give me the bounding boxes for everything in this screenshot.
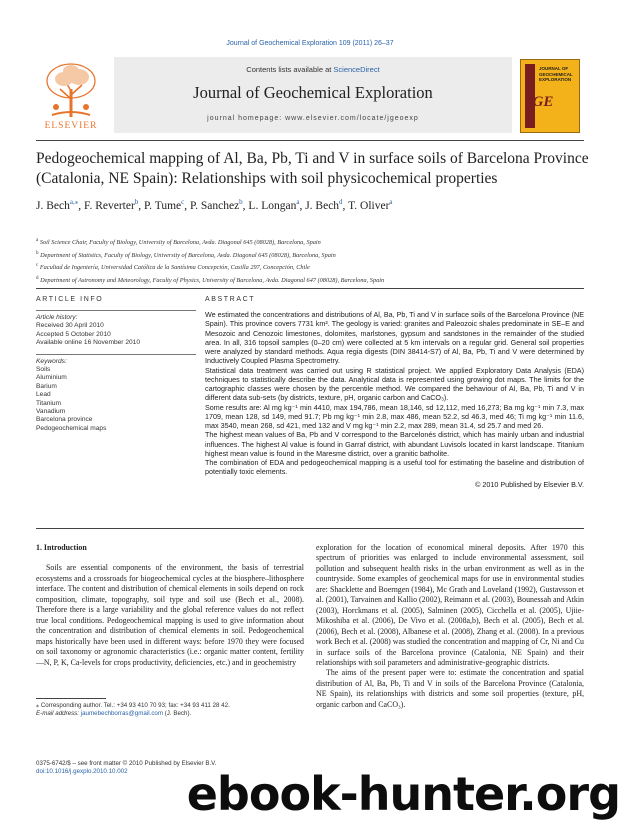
keyword: Titanium bbox=[36, 399, 62, 407]
body-paragraph: The aims of the present paper were to: estimate the concentration and spatial distribution of Al, Ba, Pb, Ti and V in soils of the Barcelona Province (Catalonia, NE Spain), its relationships with districts and some soil properties (texture, pH, organic carbon and CaCO₃). bbox=[316, 668, 584, 709]
article-info-heading: ARTICLE INFO bbox=[36, 296, 104, 303]
affil-text: Department of Statistics, Faculty of Biology, University of Barcelona, Avda. Diagonal 645 (08028), Barcelona, Spain bbox=[40, 251, 336, 259]
author-name: F. Reverter bbox=[83, 199, 135, 212]
article-info bbox=[36, 310, 196, 439]
affil-mark: a bbox=[36, 238, 39, 243]
keyword: Lead bbox=[36, 391, 51, 399]
elsevier-tree-icon bbox=[40, 59, 102, 121]
right-column bbox=[316, 543, 584, 710]
author-name: T. Oliver bbox=[348, 199, 390, 212]
author-affil-mark[interactable]: a,⁎ bbox=[69, 198, 79, 206]
keyword: Pedogeochemical maps bbox=[36, 424, 107, 432]
journal-cover-thumbnail bbox=[520, 59, 580, 133]
abstract-body bbox=[205, 310, 584, 489]
contents-prefix: Contents lists available at bbox=[246, 65, 332, 74]
footnote-email-line bbox=[36, 710, 304, 718]
affiliations bbox=[36, 236, 596, 286]
email-link[interactable]: jaumebechborras@gmail.com bbox=[80, 710, 164, 717]
author-affil-mark[interactable]: d bbox=[339, 198, 343, 206]
footnote-contact: ⁎ Corresponding author. Tel.: +34 93 410 70 93; fax: +34 93 411 28 42. bbox=[36, 702, 230, 709]
abstract-paragraph: Statistical data treatment was carried out using R statistical project. We applied Exploratory Data Analysis (EDA) techniques to statistically describe the data. Analytical data is represented using growing dot maps. The limits for the cartographic classes were chosen by the percentile method. We compared the behaviour of Al, Ba, Pb, Ti and V in different data sub-sets (by districts, texture, pH, organic carbon and CaCO₃). bbox=[205, 365, 584, 403]
affiliation bbox=[36, 236, 596, 249]
affil-mark: d bbox=[36, 275, 39, 281]
watermark: ebook-hunter.org bbox=[186, 767, 620, 821]
affil-mark: b bbox=[36, 250, 39, 256]
author-name: J. Bech bbox=[305, 199, 340, 212]
author-name: J. Bech bbox=[36, 199, 70, 212]
journal-banner bbox=[114, 57, 512, 133]
body-paragraph: exploration for the location of economical mineral deposits. After 1970 this spectrum of priorities was enlarged to include environmental assessment, soil pollution and subsequent health risks in the urban environment as well as in the countryside. Some examples of geochemical maps for use in environmental studies are: Shacklette and Boerngen (1984), Mc Grath and Loveland (1992), Gustavsson et al. (2001), Tarvainen and Kallio (2002), Reimann et al. (2003), Bounessah and Atkin (2003), Horckmans et al. (2005), Salminen (2005), Cicchella et al. (2005), Ujiie-Mikoshiba et al. (2006), De Vivo et al. (2008a,b), Bech et al. (2005), Bech et al. (2006), Bech et al. (2008), Albanese et al. (2008), Zhang et al. (2008). In a previous work Bech et al. (2008) was studied the concentration and mapping of Cr, Ni and Cu in surface soils of the Barcelona province (Catalonia, NE Spain) and their relationships with soil parameters and administrative-geographic districts. bbox=[316, 543, 584, 667]
keywords-label: Keywords: bbox=[36, 357, 67, 365]
journal-homepage[interactable]: journal homepage: www.elsevier.com/locate/jgeoexp bbox=[207, 115, 419, 122]
corresponding-author-footnote bbox=[36, 702, 304, 718]
sciencedirect-link[interactable]: ScienceDirect bbox=[333, 65, 380, 74]
author-affil-mark[interactable]: b bbox=[239, 198, 243, 206]
affil-mark: c bbox=[36, 263, 39, 268]
cover-title: JOURNAL OF GEOCHEMICAL EXPLORATION bbox=[539, 66, 573, 82]
article-history bbox=[36, 310, 196, 348]
keyword: Barcelona province bbox=[36, 416, 93, 424]
footnote-divider bbox=[36, 698, 106, 699]
affil-text: Department of Astronomy and Meteorology, Faculty of Physics, University of Barcelona, Avda. Diagonal 647 (08028), Barcelona, Spain bbox=[40, 276, 385, 284]
abstract-heading: ABSTRACT bbox=[205, 296, 256, 303]
abstract-paragraph: The combination of EDA and pedogeochemical mapping is a useful tool for estimating the baseline and distribution of potentially toxic elements. bbox=[205, 458, 584, 477]
author[interactable] bbox=[190, 200, 243, 212]
author-affil-mark[interactable]: a bbox=[296, 198, 300, 206]
keyword: Aluminium bbox=[36, 374, 67, 382]
cover-initials: JGE bbox=[525, 94, 554, 110]
article-title: Pedogeochemical mapping of Al, Ba, Pb, Ti and V in surface soils of Barcelona Province (Catalonia, NE Spain): Relationships with soil physicochemical properties bbox=[36, 150, 589, 187]
author-list: J. Bech$^{a,⁎}$, F. Reverter$^b$, P. Tume$^c$, P. Sanchez$^b$, L. Longan$^a$, J. Bech$^d$, T. Oliver$^a$ bbox=[36, 198, 393, 212]
author-name: L. Longan bbox=[248, 199, 297, 212]
author-affil-mark[interactable]: c bbox=[181, 198, 185, 206]
author[interactable] bbox=[248, 200, 299, 212]
email-suffix: (J. Bech). bbox=[164, 710, 192, 717]
abstract-paragraph: The highest mean values of Ba, Pb and V correspond to the Barcelonés district, which has mainly urban and industrial influences. The highest Al value is found in Garraf district, with abundant Luvisols located in karst landscape. Titanium highest mean value is found in the Maresme district, over a granitic batholite. bbox=[205, 430, 584, 458]
author-name: P. Sanchez bbox=[189, 199, 240, 212]
journal-title: Journal of Geochemical Exploration bbox=[193, 83, 433, 102]
author[interactable] bbox=[348, 200, 392, 212]
doi-link[interactable]: doi:10.1016/j.gexplo.2010.10.002 bbox=[36, 768, 128, 775]
abstract-paragraph: Some results are: Al mg kg⁻¹ min 4410, max 194,786, mean 18,146, sd 12,112, med 16,273; Ba mg kg⁻¹ min 7.3, max 1709, mean 128, sd 149, med 91.7; Pb mg kg⁻¹ min 2.8, max 486, mean 52.2, sd 46.3, med 46; Ti mg kg⁻¹ min 11.6, max 3540, mean 268, sd 421, med 132 and V mg kg⁻¹ min 2.2, max 289, mean 31.4, sd 25.7 and med 26. bbox=[205, 402, 584, 430]
body-paragraph: Soils are essential components of the environment, the basis of terrestrial ecosystems and a crossroads for biogeochemical cycles at the biosphere–lithosphere interface. The content and distribution of chemical elements in soils depend on rock composition, climate, topography, soil type and soil use (Bech et al., 2008). Therefore there is a large variability and the global reference values do not reflect true local conditions. Pedogeochemical mapping is used to give information about the concentration and distribution of chemical elements in soil. Pedogeochemical maps historically have been used in different ways: before 1970 they were focused on soil taxonomy or agronomic characteristics (i.e.: organic matter content, fertility—N, P, K, Ca-levels for crops productivity, deficiencies, etc.) and in geochemistry bbox=[36, 563, 304, 667]
header-divider bbox=[36, 140, 584, 141]
abstract-divider bbox=[36, 528, 584, 529]
author[interactable] bbox=[84, 200, 138, 212]
issn-line: 0375-6742/$ – see front matter © 2010 Published by Elsevier B.V. bbox=[36, 760, 217, 767]
author[interactable] bbox=[144, 200, 184, 212]
section-heading-introduction: 1. Introduction bbox=[36, 543, 87, 552]
keyword: Soils bbox=[36, 366, 51, 374]
history-received: Received 30 April 2010 bbox=[36, 322, 104, 330]
contents-line bbox=[114, 65, 512, 74]
keywords bbox=[36, 354, 196, 434]
left-column bbox=[36, 543, 304, 668]
affil-text: Soil Science Chair, Faculty of Biology, University of Barcelona, Avda. Diagonal 645 (08028), Barcelona, Spain bbox=[39, 239, 321, 247]
journal-reference[interactable]: Journal of Geochemical Exploration 109 (2011) 26–37 bbox=[226, 40, 394, 47]
elsevier-logo bbox=[36, 57, 106, 135]
affiliation bbox=[36, 249, 596, 262]
affiliations-divider bbox=[36, 288, 584, 289]
history-label: Article history: bbox=[36, 314, 78, 321]
affil-text: Facultad de Ingeniería, Universidad Católica de la Santísima Concepción, Casilla 297, Concepción, Chile bbox=[39, 264, 310, 272]
keyword: Vanadium bbox=[36, 408, 66, 416]
author-affil-mark[interactable]: a bbox=[389, 198, 393, 206]
email-label: E-mail address: bbox=[36, 710, 79, 717]
copyright: © 2010 Published by Elsevier B.V. bbox=[475, 479, 584, 489]
abstract-paragraph: We estimated the concentrations and distributions of Al, Ba, Pb, Ti and V in surface soils of the Barcelona Province (NE Spain). This province covers 7731 km². The geology is varied: granites and Paleozoic shales predominate in SE–E and Mesozoic and Cenozoic limestones, dolomites, marlstones, gypsum and sandstones in the remainder of the studied area. In all, 316 topsoil samples (0–20 cm) were collected at 5 km intervals on a regular grid. General soil properties were analyzed by standard methods. Aqua regia digests (DIN 38414-S7) of Al, Ba, Pb, Ti and V were determined by Inductively Coupled Plasma Spectrometry. bbox=[205, 310, 585, 366]
author-name: P. Tume bbox=[144, 199, 182, 212]
affiliation bbox=[36, 261, 596, 274]
affiliation bbox=[36, 274, 596, 287]
journal-header bbox=[36, 57, 584, 137]
author[interactable] bbox=[305, 200, 342, 212]
publisher-name: ELSEVIER bbox=[44, 121, 98, 131]
author-affil-mark[interactable]: b bbox=[134, 198, 139, 206]
history-accepted: Accepted 5 October 2010 bbox=[36, 330, 111, 338]
author[interactable] bbox=[36, 200, 78, 212]
history-online: Available online 16 November 2010 bbox=[36, 339, 140, 347]
keyword: Barium bbox=[36, 382, 57, 390]
